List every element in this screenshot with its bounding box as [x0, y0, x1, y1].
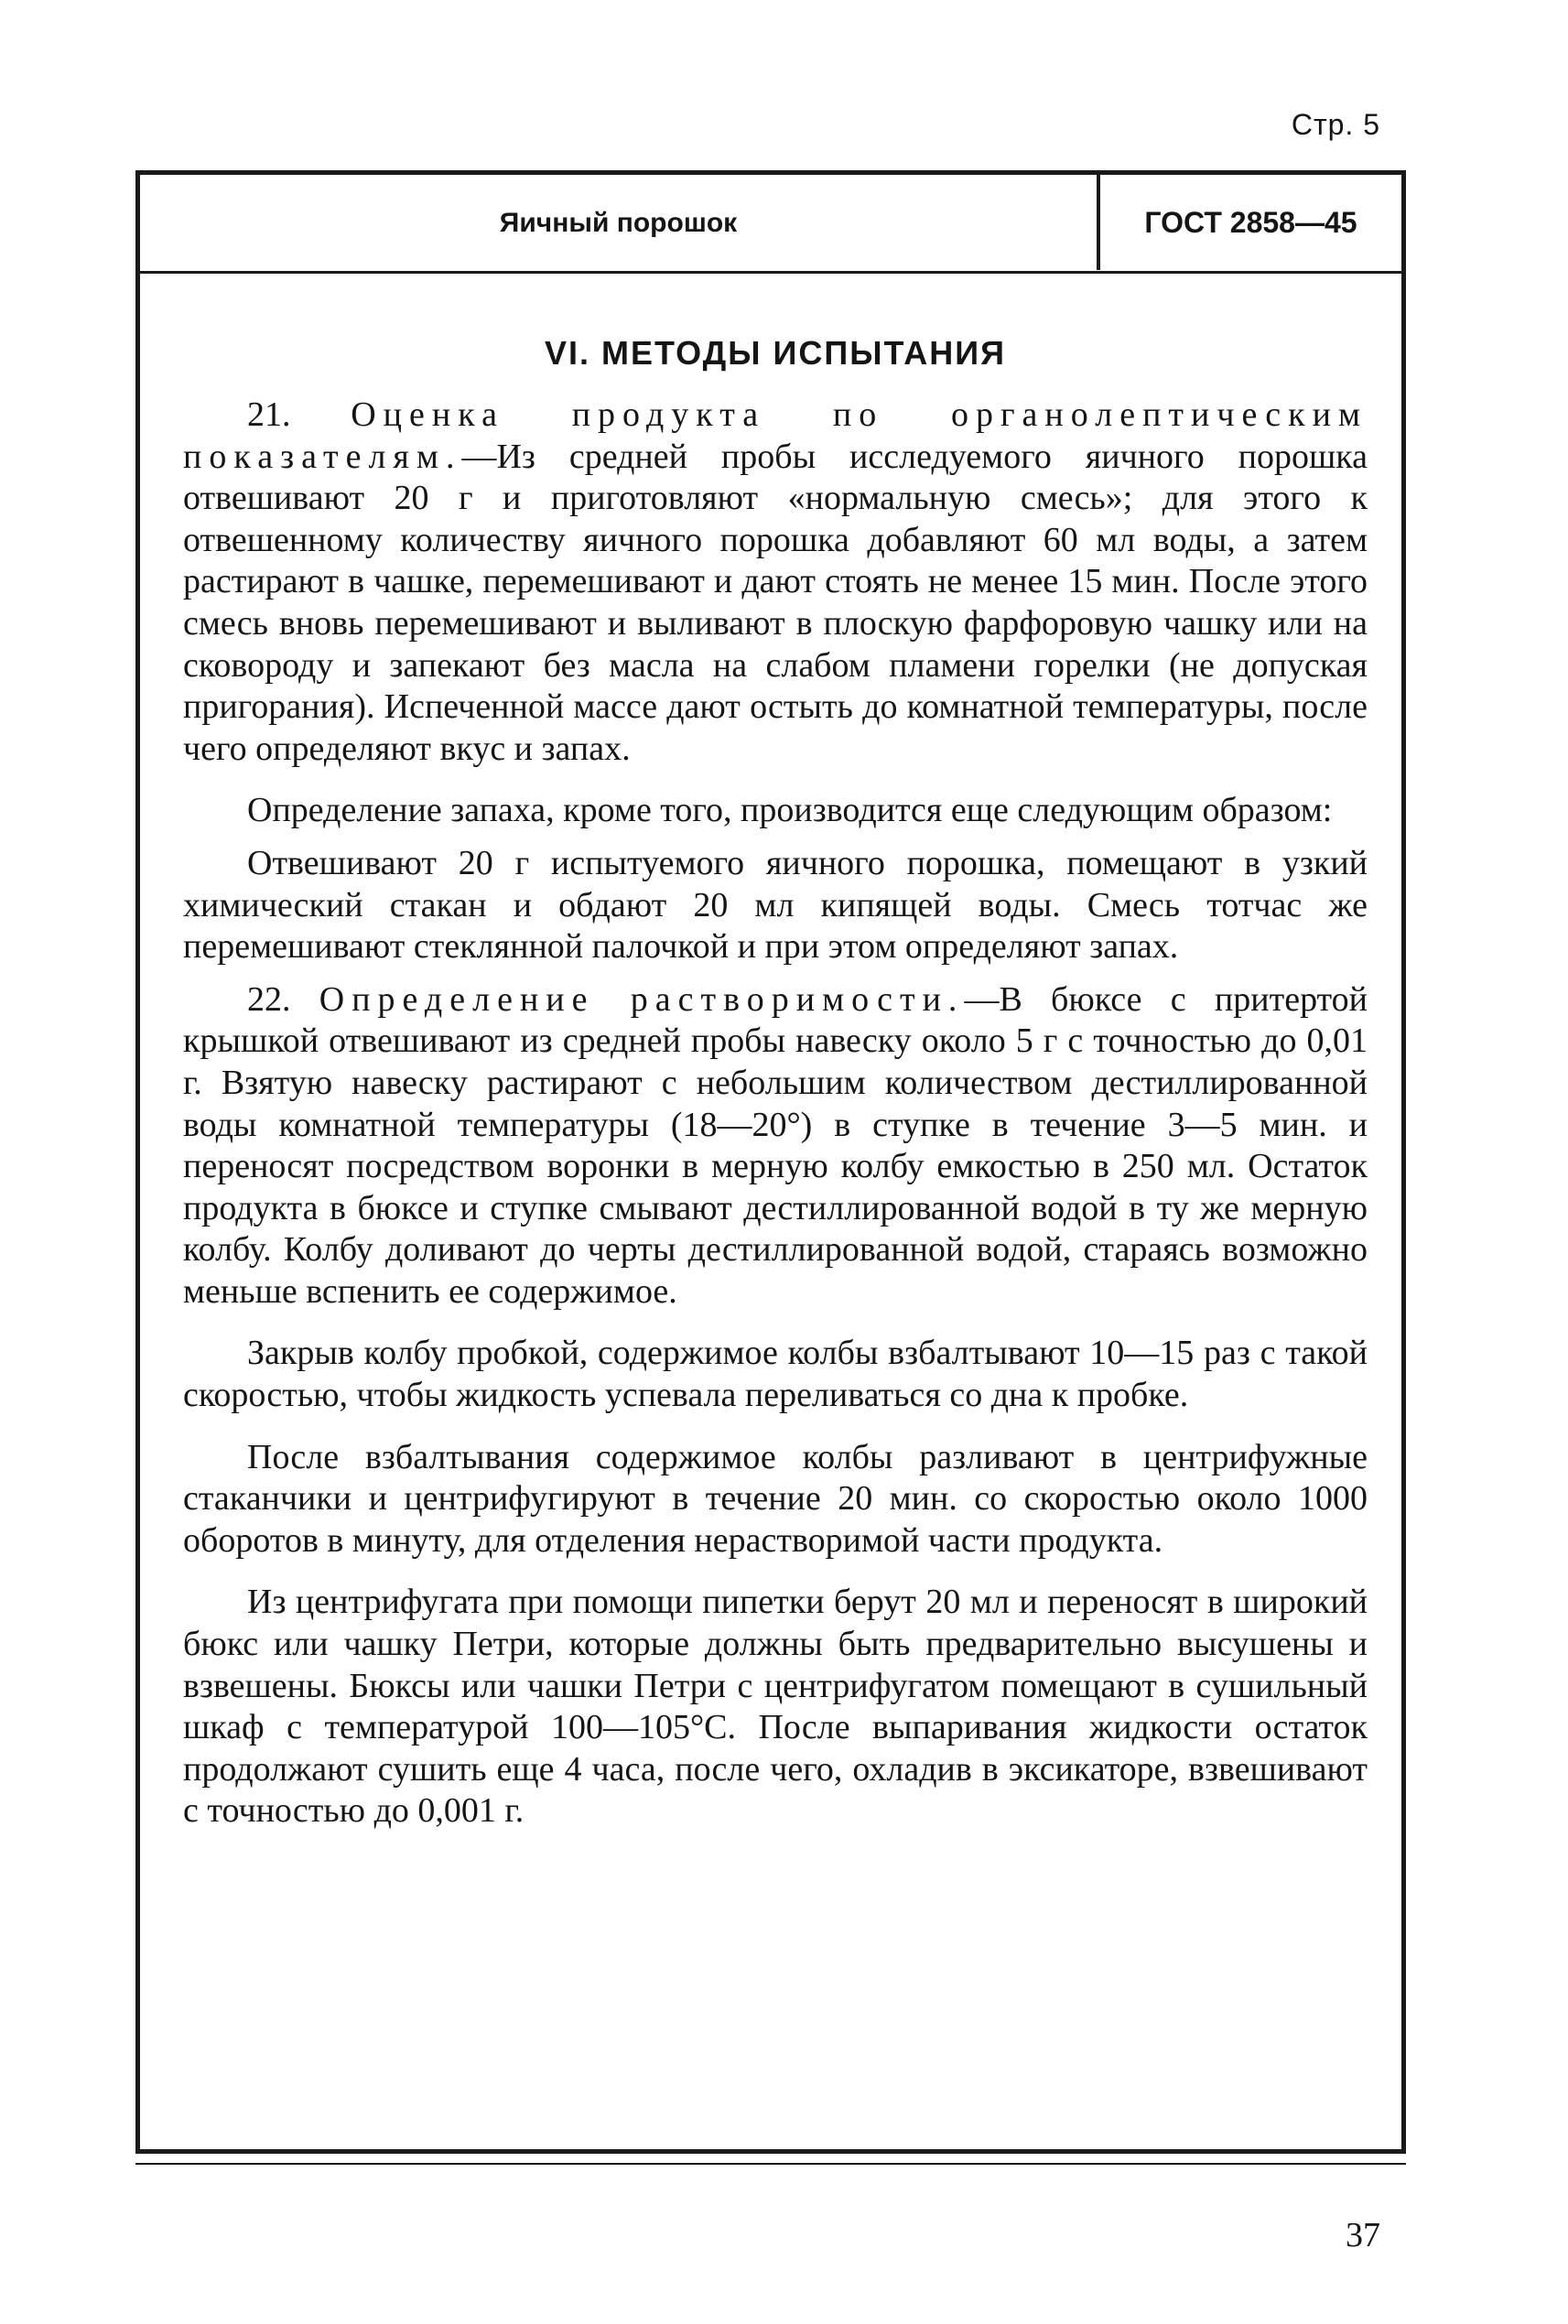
header-standard-code: ГОСТ 2858—45	[1144, 206, 1357, 239]
paragraph-21-number: 21.	[247, 395, 291, 434]
document-body	[183, 334, 1368, 1832]
page-number: 37	[1346, 2216, 1380, 2254]
section-title: VI. МЕТОДЫ ИСПЫТАНИЯ	[545, 334, 1006, 372]
paragraph-22-number: 22.	[247, 979, 291, 1019]
paragraph-drying: Из центрифугата при помощи пипетки берут 20 мл и переносят в широкий бюкс или чашку Петри, которые должны быть предварительно высушены и взвешены. Бюксы или чашки Петри с центрифугатом помещают в сушильный шкаф с температурой 100—105°С. После выпаривания жидкости остаток продолжают сушить еще 4 часа, после чего, охладив в эксикаторе, взвешивают с точностью до 0,001 г.	[183, 1583, 1368, 1831]
paragraph-smell-intro: Определение запаха, кроме того, производится еще следующим образом:	[247, 791, 1333, 830]
paragraph-smell-method: Отвешивают 20 г испытуемого яичного порошка, помещают в узкий химический стакан и обдают 20 мл кипящей воды. Смесь тотчас же перемешивают стеклянной палочкой и при этом определяют запах.	[183, 843, 1368, 967]
page-label: Стр. 5	[1291, 108, 1380, 141]
paragraph-centrifuge: После взбалтывания содержимое колбы разливают в центрифужные стаканчики и центрифугируют в течение 20 мин. со скоростью около 1000 оборотов в минуту, для отделения нерастворимой части продукта.	[183, 1437, 1368, 1560]
paragraph-22-heading: Определение растворимости.	[319, 979, 965, 1019]
paragraph-22	[183, 979, 1368, 1313]
paragraph-22-text: —В бюксе с притертой крышкой отвешивают из средней пробы навеску около 5 г с точностью до 0,01 г. Взятую навеску растирают с небольшим количеством дестиллированной воды комнатной температуры (18—20°) в ступке в течение 3—5 мин. и переносят посредством воронки в мерную колбу емкостью в 250 мл. Остаток продукта в бюксе и ступке смывают дестиллированной водой в ту же мерную колбу. Колбу доливают до черты дестиллированной водой, стараясь возможно меньше вспенить ее содержимое.	[183, 979, 1368, 1311]
paragraph-21-text: —Из средней пробы исследуемого яичного порошка отвешивают 20 г и приготовляют «нормальную смесь»; для этого к отвешенному количеству яичного порошка добавляют 60 мл воды, а затем растирают в чашке, перемешивают и дают стоять не менее 15 мин. После этого смесь вновь перемешивают и выливают в плоскую фарфоровую чашку или на сковороду и запекают без масла на слабом пламени горелки (не допуская пригорания). Испеченной массе дают остыть до комнатной температуры, после чего определяют вкус и запах.	[183, 437, 1368, 768]
document-header	[140, 175, 1401, 274]
paragraph-21	[183, 395, 1368, 770]
document-frame	[135, 170, 1406, 2154]
paragraph-shaking: Закрыв колбу пробкой, содержимое колбы взбалтывают 10—15 раз с такой скоростью, чтобы жидкость успевала переливаться со дна к пробке.	[183, 1334, 1368, 1415]
paragraph-21-heading: Оценка продукта по органолептическим показателям.	[183, 395, 1368, 476]
header-product-title: Яичный порошок	[499, 207, 738, 238]
